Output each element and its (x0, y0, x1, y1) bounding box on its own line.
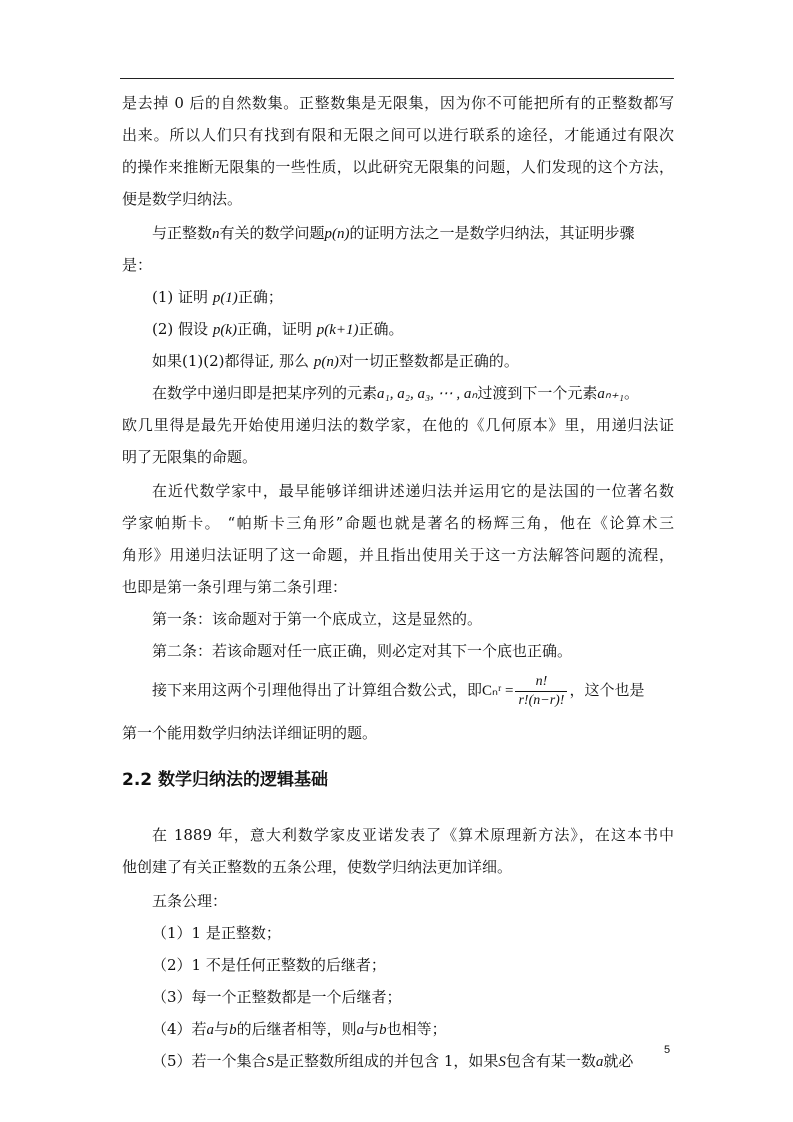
p1-line4: 便是数学归纳法。 (122, 190, 243, 208)
math-n: n (212, 226, 220, 242)
combination-lhs: Cₙʳ = (482, 683, 514, 699)
math-next-element: aₙ₊₁ (597, 386, 625, 402)
axiom-1: （1）1 是正整数； (152, 924, 281, 942)
p1-line1: 是去掉 0 后的自然数集。正整数集是无限集，因为你不可能把所有的正整数都写 (122, 94, 674, 112)
lemma-first: 第一条：该命题对于第一个底成立，这是显然的。 (152, 610, 483, 628)
p7-line2: 他创建了有关正整数的五条公理，使数学归纳法更加详细。 (122, 858, 513, 876)
p6-line1: 接下来用这两个引理他得出了计算组合数公式，即Cₙʳ = $\frac{n!}{r!(n-r)!}$ ，这个也是 (152, 673, 645, 708)
section-heading: 2.2 数学归纳法的逻辑基础 (122, 770, 329, 790)
p7-line1: 在 1889 年，意大利数学家皮亚诺发表了《算术原理新方法》，在这本书中 (152, 826, 674, 844)
p2-line2: 是： (122, 256, 153, 274)
axiom-2: （2）1 不是任何正整数的后继者； (152, 956, 386, 974)
header-rule (120, 78, 674, 79)
p5-line4: 也即是第一条引理与第二条引理： (122, 578, 348, 596)
axiom-3: （3）每一个正整数都是一个后继者； (152, 988, 402, 1006)
axiom-5: （5）若一个集合S是正整数所组成的并包含 1，如果S包含有某一数a就必 (152, 1052, 634, 1070)
fraction-denominator: r!(n−r)! (518, 692, 565, 708)
fraction-numerator: n! (515, 673, 567, 692)
p4-line2: 欧几里得是最先开始使用递归法的数学家，在他的《几何原本》里，用递归法证 (122, 416, 674, 434)
math-sequence: a₁, a₂, a₃, ⋯ , aₙ (377, 386, 478, 402)
math-pn: p(n) (324, 226, 350, 242)
p1-line2: 出来。所以人们只有找到有限和无限之间可以进行联系的途径，才能通过有限次 (122, 126, 674, 144)
step-1: (1) 证明 p(1)正确； (152, 288, 283, 306)
p4-line1: 在数学中递归即是把某序列的元素a₁, a₂, a₃, ⋯ , aₙ过渡到下一个元素aₙ₊₁。 (152, 384, 640, 402)
p5-line2: 学家帕斯卡。 “帕斯卡三角形”命题也就是著名的杨辉三角，他在《论算术三 (122, 514, 674, 532)
p2-line1: 与正整数n有关的数学问题p(n)的证明方法之一是数学归纳法，其证明步骤 (152, 224, 635, 242)
combination-fraction (515, 673, 567, 710)
step-2: (2) 假设 p(k)正确，证明 p(k+1)正确。 (152, 320, 404, 338)
p6-line2: 第一个能用数学归纳法详细证明的题。 (122, 724, 378, 742)
p3-line1: 如果(1)(2)都得证, 那么 p(n)对一切正整数都是正确的。 (152, 352, 519, 370)
p5-line1: 在近代数学家中，最早能够详细讲述递归法并运用它的是法国的一位著名数 (152, 482, 674, 500)
p1-line3: 的操作来推断无限集的一些性质，以此研究无限集的问题，人们发现的这个方法， (122, 158, 674, 176)
axiom-4: （4）若a与b的后继者相等，则a与b也相等； (152, 1020, 447, 1038)
lemma-second: 第二条：若该命题对任一底正确，则必定对其下一个底也正确。 (152, 642, 573, 660)
p4-line3: 明了无限集的命题。 (122, 448, 258, 466)
axioms-title: 五条公理： (152, 892, 228, 910)
page-number: 5 (664, 1044, 671, 1056)
p5-line3: 角形》用递归法证明了这一命题，并且指出使用关于这一方法解答问题的流程， (122, 546, 674, 564)
